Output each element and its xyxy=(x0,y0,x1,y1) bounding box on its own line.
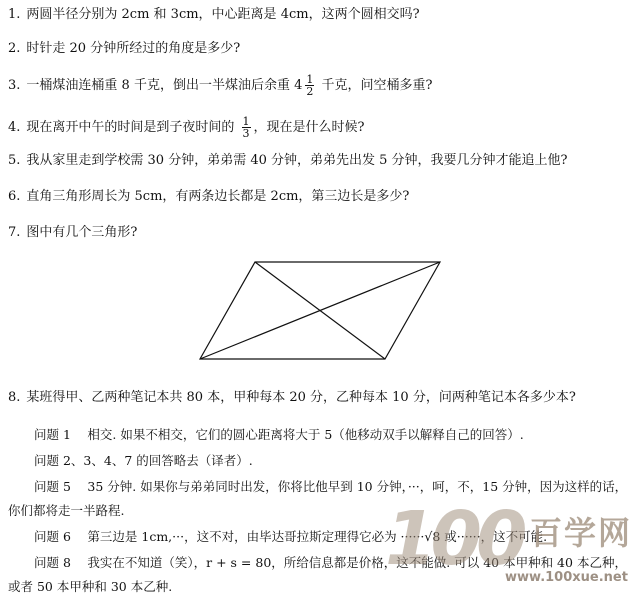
question-text: 我从家里走到学校需 30 分钟，弟弟需 40 分钟，弟弟先出发 5 分钟，我要几分钟才能追上他? xyxy=(26,153,568,168)
answer-line: 问题 5 35 分钟. 如果你与弟弟同时出发，你将比他早到 10 分钟，···，呵，不，15 分钟，因为这样的话， xyxy=(34,479,628,494)
watermark-brand-number: 100 xyxy=(385,496,522,582)
question-text: 图中有几个三角形? xyxy=(26,225,138,240)
answer-line: 问题 6 第三边是 1cm,···，这不对，由毕达哥拉斯定理得它必为 ······√8 或······，这不可能. xyxy=(34,529,548,544)
fraction xyxy=(242,116,251,139)
question-text: 某班得甲、乙两种笔记本共 80 本，甲种每本 20 分，乙种每本 10 分，问两种笔记本各多少本? xyxy=(26,390,576,405)
question-number: 5. xyxy=(8,153,21,168)
question-7 xyxy=(8,224,137,242)
fraction xyxy=(305,74,314,97)
answer-line: 问题 8 我实在不知道（笑），r + s = 80，所给信息都是价格，这不能做. 可以 40 本甲种和 40 本乙种， xyxy=(34,555,627,570)
fraction-numerator: 1 xyxy=(242,115,250,128)
fraction-denominator: 3 xyxy=(242,127,250,140)
question-text: 直角三角形周长为 5cm，有两条边长都是 2cm，第三边长是多少? xyxy=(26,189,410,204)
answer-line: 或者 50 本甲种和 30 本乙种. xyxy=(8,579,173,594)
fraction-numerator: 1 xyxy=(306,73,314,86)
question-2 xyxy=(8,40,240,58)
question-text: 两圆半径分别为 2cm 和 3cm，中心距离是 4cm，这两个圆相交吗? xyxy=(26,7,420,22)
question-number: 7. xyxy=(8,225,21,240)
question-number: 1. xyxy=(8,7,21,22)
watermark-url: www.100xue.net xyxy=(505,570,628,585)
mixed-number-whole: 4 xyxy=(294,78,303,93)
question-5 xyxy=(8,152,568,170)
question-text-pre: 一桶煤油连桶重 8 千克，倒出一半煤油后余重 xyxy=(26,78,295,93)
watermark-brand-name: 百学网 xyxy=(530,514,633,552)
question-1 xyxy=(8,6,420,24)
question-8 xyxy=(8,389,576,407)
question-text-post: 千克，问空桶多重? xyxy=(317,78,433,93)
question-number: 8. xyxy=(8,390,21,405)
answer-line: 问题 1 相交. 如果不相交，它们的圆心距离将大于 5（他移动双手以解释自己的回答）. xyxy=(34,427,524,442)
question-number: 6. xyxy=(8,189,21,204)
question-4 xyxy=(8,116,365,139)
question-3 xyxy=(8,74,432,97)
question-text-post: ，现在是什么时候? xyxy=(253,120,365,135)
answer-line: 问题 2、3、4、7 的回答略去（译者）. xyxy=(34,453,253,468)
question-text-pre: 现在离开中午的时间是到子夜时间的 xyxy=(26,120,239,135)
question-6 xyxy=(8,188,409,206)
question-number: 3. xyxy=(8,78,21,93)
answer-line: 你们都将走一半路程. xyxy=(8,503,125,518)
question-number: 4. xyxy=(8,120,21,135)
question-text: 时针走 20 分钟所经过的角度是多少? xyxy=(26,41,241,56)
parallelogram-figure xyxy=(195,255,450,365)
diagonal-2 xyxy=(200,262,440,359)
fraction-denominator: 2 xyxy=(306,85,314,98)
watermark-logo xyxy=(385,496,635,600)
question-number: 2. xyxy=(8,41,21,56)
